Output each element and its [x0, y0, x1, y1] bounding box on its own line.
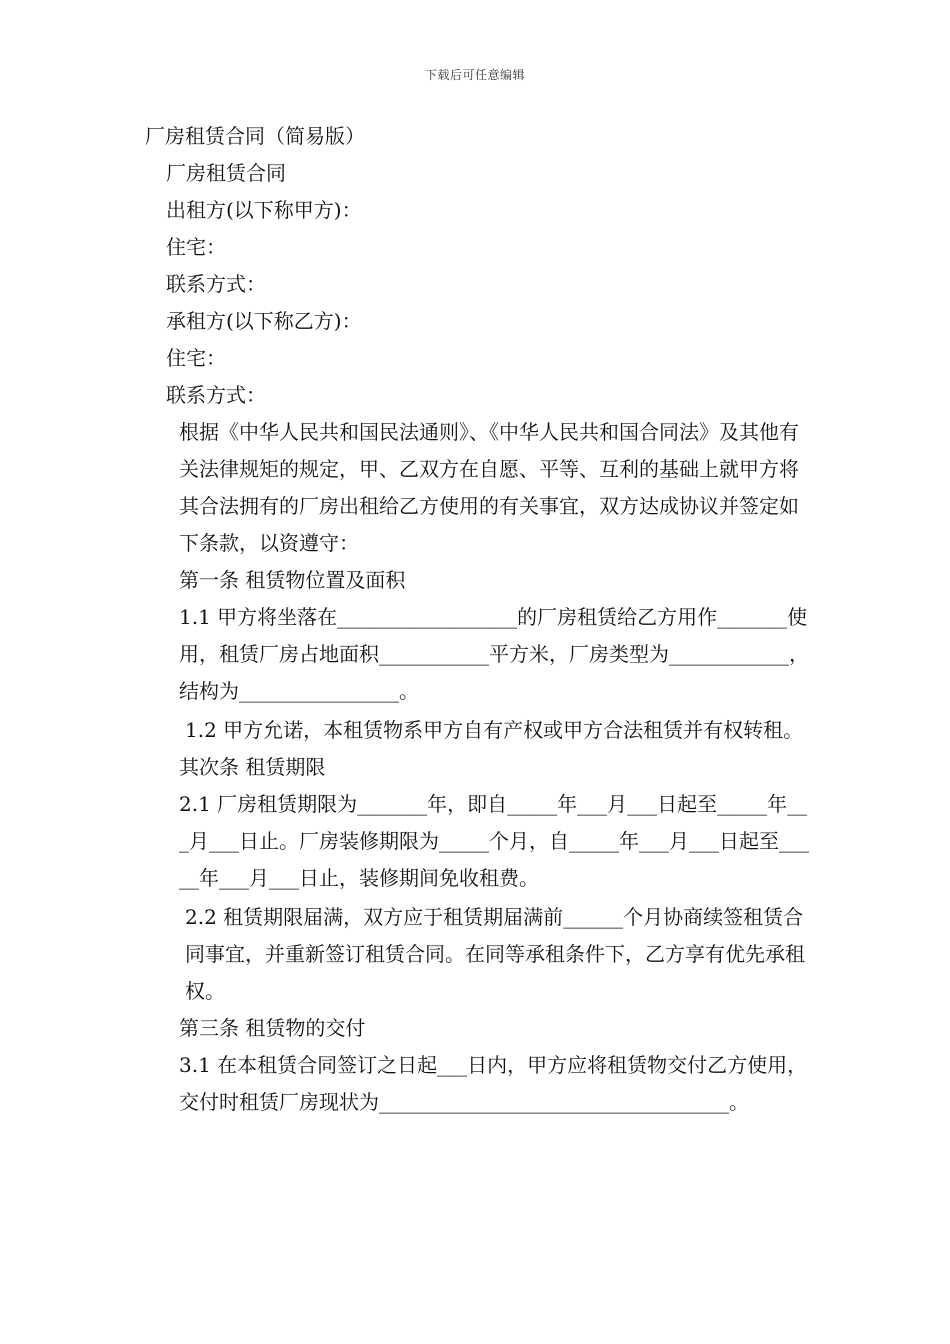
article-3-heading: 第三条 租赁物的交付	[179, 1016, 366, 1040]
document-title: 厂房租赁合同（简易版）	[145, 124, 365, 148]
lessor-address-label: 住宅：	[166, 235, 226, 259]
clause-2-2: 2.2 租赁期限届满，双方应于租赁期届满前______个月协商续签租赁合同事宜，并重新签订租赁合同。在同等承租条件下，乙方享有优先承租权。	[185, 905, 805, 1003]
clause-1-2: 1.2 甲方允诺，本租赁物系甲方自有产权或甲方合法租赁并有权转租。	[185, 718, 804, 742]
clause-2-1: 2.1 厂房租赁期限为_______年，即自_____年___月___日起至_____年___月___日止。厂房装修期限为_____个月，自_____年___月___日起至_____年___月___日止，装修期间免收租费。	[179, 792, 809, 890]
lessee-address-label: 住宅：	[166, 346, 226, 370]
page-header: 下载后可任意编辑	[424, 68, 525, 82]
lessor-label: 出租方(以下称甲方)：	[166, 198, 362, 222]
clause-1-1: 1.1 甲方将坐落在__________________的厂房租赁给乙方用作_______使用，租赁厂房占地面积___________平方米，厂房类型为____________，结构为________________。	[179, 605, 809, 703]
lessee-label: 承租方(以下称乙方)：	[166, 309, 362, 333]
article-2-heading: 其次条 租赁期限	[179, 755, 326, 779]
lessee-contact-label: 联系方式：	[166, 383, 266, 407]
document-body	[145, 118, 810, 1121]
document-subtitle: 厂房租赁合同	[166, 161, 286, 185]
lessor-contact-label: 联系方式：	[166, 272, 266, 296]
preamble-paragraph: 根据《中华人民共和国民法通则》、《中华人民共和国合同法》及其他有关法律规矩的规定，甲、乙双方在自愿、平等、互利的基础上就甲方将其合法拥有的厂房出租给乙方使用的有关事宜，双方达成协议并签定如下条款，以资遵守：	[179, 420, 799, 555]
clause-3-1: 3.1 在本租赁合同签订之日起___日内，甲方应将租赁物交付乙方使用，交付时租赁厂房现状为___________________________________。	[179, 1053, 808, 1114]
article-1-heading: 第一条 租赁物位置及面积	[179, 568, 406, 592]
